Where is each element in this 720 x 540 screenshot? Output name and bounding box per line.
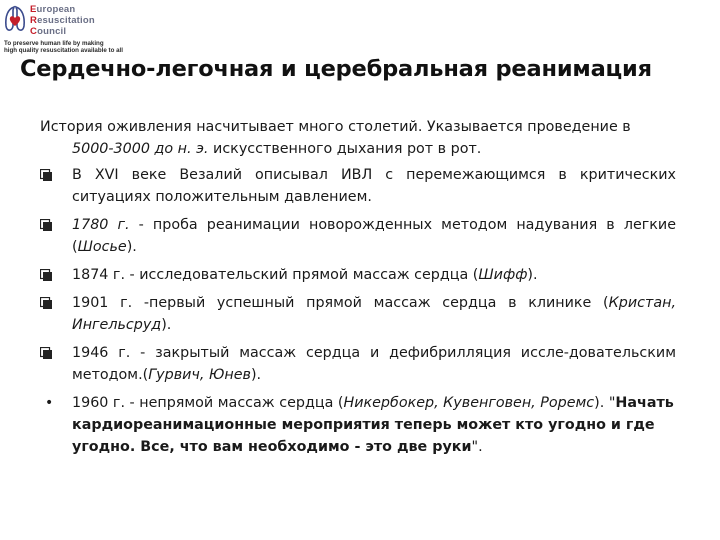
list-item: 1780 г. - проба реанимации новорожденных методом надувания в легкие (Шосье). xyxy=(40,214,676,258)
list-item: 1901 г. -первый успешный прямой массаж сердца в клинике (Кристан, Ингельсруд). xyxy=(40,292,676,336)
slide-body xyxy=(40,116,676,464)
list-item: В XVI веке Везалий описывал ИВЛ с перемежающимся в критических ситуациях положительным давлением. xyxy=(40,164,676,208)
logo-tagline: To preserve human life by making high quality resuscitation available to all xyxy=(4,40,123,54)
slide-title: Сердечно-легочная и церебральная реанимация xyxy=(20,56,652,82)
list-item: 1946 г. - закрытый массаж сердца и дефибрилляция иссле-довательским методом.(Гурвич, Юнев). xyxy=(40,342,676,386)
list-item: 1874 г. - исследовательский прямой массаж сердца (Шифф). xyxy=(40,264,676,286)
quote-text: Начать кардиореанимационные мероприятия теперь может кто угодно и где угодно. Все, что вам необходимо - это две руки xyxy=(72,395,674,455)
checkbox-bullet-icon xyxy=(40,169,52,181)
checkbox-bullet-icon xyxy=(40,269,52,281)
intro-paragraph: История оживления насчитывает много столетий. Указывается проведение в 5000-3000 до н. э. искусственного дыхания рот в рот. xyxy=(40,119,631,157)
checkbox-bullet-icon xyxy=(40,347,52,359)
checkbox-bullet-icon xyxy=(40,219,52,231)
logo-wordmark xyxy=(30,4,95,37)
erc-logo xyxy=(4,4,130,52)
bullet-dot-icon: • xyxy=(45,395,54,411)
logo-line-2: Resuscitation xyxy=(30,15,95,26)
list-item-last: • 1960 г. - непрямой массаж сердца (Никербокер, Кувенговен, Роремс). "Начать кардиореанимационные мероприятия теперь может кто угодно и где угодно. Все, что вам необходимо - это две руки". xyxy=(40,392,676,458)
lungs-heart-icon xyxy=(4,4,26,38)
logo-line-3: Council xyxy=(30,26,67,37)
logo-line-1: European xyxy=(30,4,76,15)
checkbox-bullet-icon xyxy=(40,297,52,309)
